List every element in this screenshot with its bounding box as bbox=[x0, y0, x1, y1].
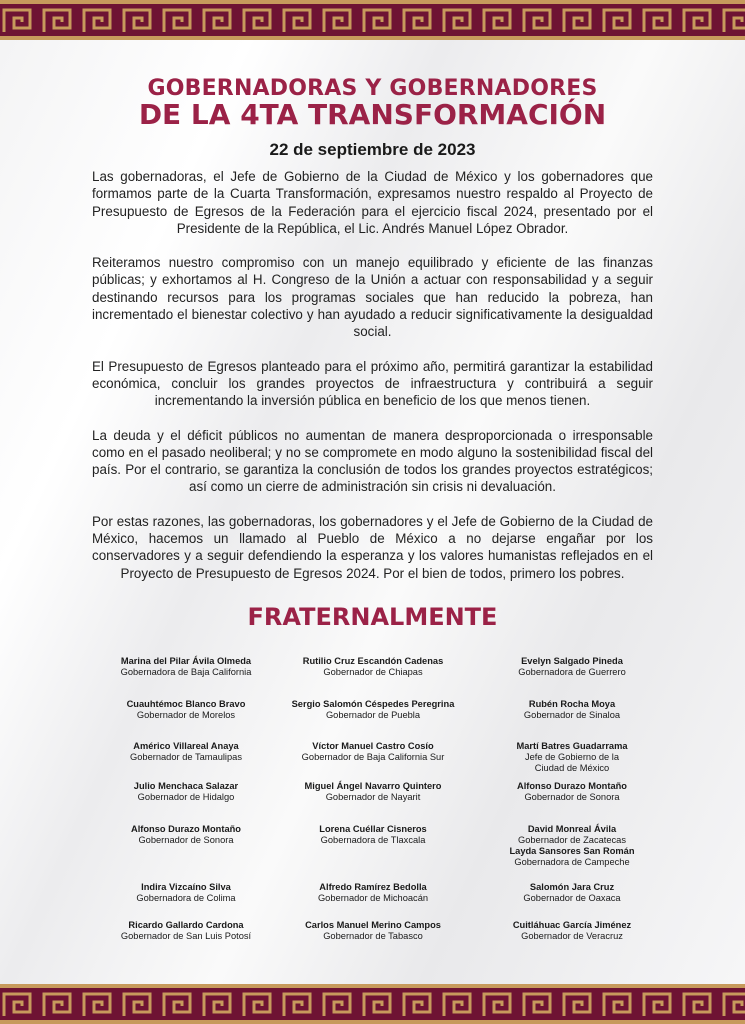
signatory bbox=[462, 920, 682, 942]
signatory-name: Evelyn Salgado Pineda bbox=[521, 656, 623, 666]
signatory bbox=[263, 920, 483, 942]
signatory bbox=[462, 781, 682, 803]
signatory-name: Rubén Rocha Moya bbox=[528, 699, 616, 709]
signatory-name: Alfredo Ramírez Bedolla bbox=[319, 882, 427, 892]
signatory bbox=[263, 824, 483, 846]
signatory-name: Alfonso Durazo Montaño bbox=[130, 824, 241, 834]
signatory bbox=[263, 781, 483, 803]
signatory-name: Cuitláhuac García Jiménez bbox=[512, 920, 632, 930]
signatory-role: Gobernador de Baja California Sur bbox=[301, 752, 445, 763]
signatory bbox=[462, 656, 682, 678]
signatory bbox=[263, 699, 483, 721]
paragraph-2: Reiteramos nuestro compromiso con un manejo equilibrado y eficiente de las finanzas públicas; y exhortamos al H. Congreso de la Unión a actuar con responsabilidad y a seguir destinando recursos para los programas sociales que han reducido la pobreza, han incrementado el bienestar colectivo y han ayudado a reducir significativamente la desigualdad social. bbox=[92, 255, 653, 340]
paragraph-1: Las gobernadoras, el Jefe de Gobierno de la Ciudad de México y los gobernadores que formamos parte de la Cuarta Transformación, expresamos nuestro respaldo al Proyecto de Presupuesto de Egresos de la Federación para el ejercicio fiscal 2024, presentado por el Presidente de la República, el Lic. Andrés Manuel López Obrador. bbox=[92, 169, 653, 236]
paragraph-3: El Presupuesto de Egresos planteado para el próximo año, permitirá garantizar la estabilidad económica, concluir los grandes proyectos de infraestructura y contribuirá a seguir incrementando la inversión pública en beneficio de los que menos tienen. bbox=[92, 358, 653, 409]
closing-heading: FRATERNALMENTE bbox=[247, 603, 498, 631]
paragraph-4: La deuda y el déficit públicos no aumentan de manera desproporcionada o irresponsable como en el pasado neoliberal; y no se compromete en modo alguno la sostenibilidad fiscal del país. Por el contrario, se garantiza la conclusión de todos los grandes proyectos estratégicos; así como un cierre de administración sin crisis ni devaluación. bbox=[92, 427, 653, 495]
signatory bbox=[263, 656, 483, 678]
signatory bbox=[462, 824, 682, 846]
bottom-decorative-border bbox=[0, 984, 745, 1024]
signatory bbox=[263, 741, 483, 763]
signatory-name: Miguel Ángel Navarro Quintero bbox=[304, 781, 442, 791]
document-date: 22 de septiembre de 2023 bbox=[269, 140, 476, 159]
signatory bbox=[462, 741, 682, 775]
signatory-name: Cuauhtémoc Blanco Bravo bbox=[126, 699, 246, 709]
signatory-role: Gobernador de Puebla bbox=[325, 710, 421, 721]
signatory-role: Gobernador de Morelos bbox=[136, 710, 236, 721]
top-decorative-border bbox=[0, 0, 745, 40]
signatory-name: Marina del Pilar Ávila Olmeda bbox=[120, 656, 252, 666]
signatory-name: Alfonso Durazo Montaño bbox=[516, 781, 627, 791]
signatory-role: Gobernador de Nayarit bbox=[325, 792, 421, 803]
signatory-name: Martí Batres Guadarrama bbox=[516, 741, 628, 751]
signatory-role: Gobernador de San Luis Potosí bbox=[120, 931, 252, 942]
signatory-role: Gobernadora de Guerrero bbox=[518, 667, 626, 678]
signatory-role: Gobernador de Hidalgo bbox=[137, 792, 235, 803]
signatory-role: Gobernador de Sinaloa bbox=[523, 710, 621, 721]
signatory-role: Jefe de Gobierno de la Ciudad de México bbox=[524, 752, 620, 774]
signatory-role: Gobernadora de Baja California bbox=[120, 667, 252, 678]
signatory-name: Américo Villareal Anaya bbox=[133, 741, 239, 751]
signatory-name: Rutilio Cruz Escandón Cadenas bbox=[302, 656, 444, 666]
signatory bbox=[263, 882, 483, 904]
signatory-role: Gobernadora de Campeche bbox=[514, 857, 630, 868]
signatory-role: Gobernador de Oaxaca bbox=[523, 893, 621, 904]
signatory-name: Carlos Manuel Merino Campos bbox=[305, 920, 441, 930]
signatory bbox=[462, 846, 682, 868]
paragraph-5: Por estas razones, las gobernadoras, los gobernadores y el Jefe de Gobierno de la Ciudad de México, hacemos un llamado al Pueblo de México a no dejarse engañar por los conservadores y a seguir defendiendo la esperanza y los valores humanistas reflejados en el Proyecto de Presupuesto de Egresos 2024. Por el bien de todos, primero los pobres. bbox=[92, 513, 653, 581]
signatory-name: David Monreal Ávila bbox=[527, 824, 617, 834]
signatory-role: Gobernadora de Tlaxcala bbox=[320, 835, 426, 846]
signatory-role: Gobernador de Tabasco bbox=[323, 931, 423, 942]
signatory-name: Ricardo Gallardo Cardona bbox=[128, 920, 244, 930]
signatory bbox=[462, 882, 682, 904]
signatory-name: Sergio Salomón Céspedes Peregrina bbox=[291, 699, 455, 709]
signatory-role: Gobernador de Veracruz bbox=[521, 931, 623, 942]
signatory-name: Salomón Jara Cruz bbox=[529, 882, 615, 892]
signatory-name: Indira Vizcaíno Silva bbox=[141, 882, 231, 892]
document-title-line-2: DE LA 4TA TRANSFORMACIÓN bbox=[138, 98, 607, 131]
signatory-name: Julio Menchaca Salazar bbox=[133, 781, 239, 791]
signatory-role: Gobernador de Chiapas bbox=[323, 667, 423, 678]
signatory-name: Víctor Manuel Castro Cosío bbox=[312, 741, 434, 751]
signatory-name: Layda Sansores San Román bbox=[509, 846, 635, 856]
signatory-name: Lorena Cuéllar Cisneros bbox=[319, 824, 427, 834]
signatory-role: Gobernador de Sonora bbox=[524, 792, 620, 803]
signatory bbox=[462, 699, 682, 721]
signatory-role: Gobernador de Michoacán bbox=[317, 893, 429, 904]
signatory-role: Gobernador de Tamaulipas bbox=[130, 752, 242, 763]
statement-body bbox=[92, 168, 653, 599]
document-title-line-1: GOBERNADORAS Y GOBERNADORES bbox=[147, 76, 598, 101]
signatory-role: Gobernador de Zacatecas bbox=[517, 835, 626, 846]
signatory-role: Gobernador de Sonora bbox=[138, 835, 234, 846]
signatory-role: Gobernadora de Colima bbox=[136, 893, 236, 904]
